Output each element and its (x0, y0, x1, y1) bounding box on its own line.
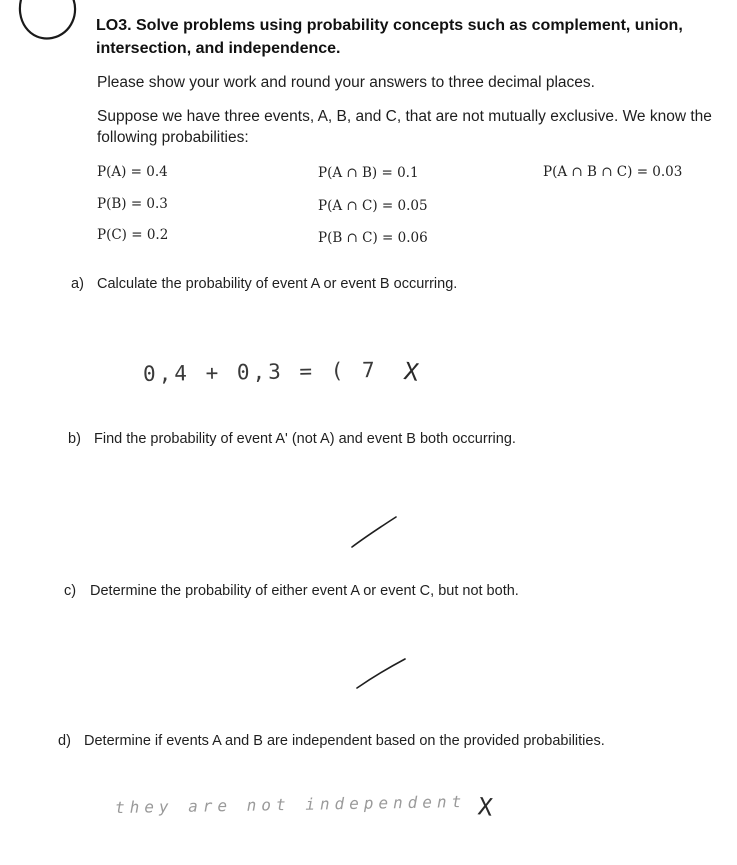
question-d (58, 733, 605, 749)
question-b-text: Find the probability of event A' (not A) and event B both occurring. (94, 431, 516, 447)
question-a-text: Calculate the probability of event A or event B occurring. (97, 276, 458, 292)
handwritten-answer-a: 0,4 + 0,3 = ( 7 (142, 357, 378, 387)
probability-c: P(C) = 0.2 (97, 227, 169, 243)
question-c-text: Determine the probability of either event A or event C, but not both. (90, 583, 519, 599)
question-a (71, 276, 457, 292)
grading-mark-a: X (402, 357, 421, 387)
question-d-label: d) (58, 733, 71, 749)
question-b (68, 431, 516, 447)
probability-a-and-c: P(A ∩ C) = 0.05 (318, 198, 428, 214)
question-b-label: b) (68, 431, 81, 447)
setup-paragraph (97, 106, 717, 148)
probability-a-and-b: P(A ∩ B) = 0.1 (318, 165, 419, 181)
question-c (64, 583, 519, 599)
probability-b: P(B) = 0.3 (97, 196, 168, 212)
probability-a: P(A) = 0.4 (97, 164, 168, 180)
learning-objective-heading (96, 14, 696, 60)
instructions-text: Please show your work and round your answers to three decimal places. (97, 74, 595, 91)
probability-a-and-b-and-c: P(A ∩ B ∩ C) = 0.03 (543, 164, 683, 180)
handwritten-answer-d: they are not independent (114, 791, 467, 818)
grading-mark-d: X (476, 792, 494, 822)
heading-line-1: LO3. Solve problems using probability concepts such as complement, union, (96, 17, 683, 34)
probability-b-and-c: P(B ∩ C) = 0.06 (318, 230, 428, 246)
question-d-text: Determine if events A and B are independent based on the provided probabilities. (84, 733, 605, 749)
question-c-label: c) (64, 583, 77, 599)
setup-line-1: Suppose we have three events, A, B, and C, that are not mutually exclusive. We know the (97, 108, 712, 125)
heading-line-2: intersection, and independence. (96, 40, 341, 57)
question-a-label: a) (71, 276, 84, 292)
setup-line-2: following probabilities: (97, 129, 249, 146)
